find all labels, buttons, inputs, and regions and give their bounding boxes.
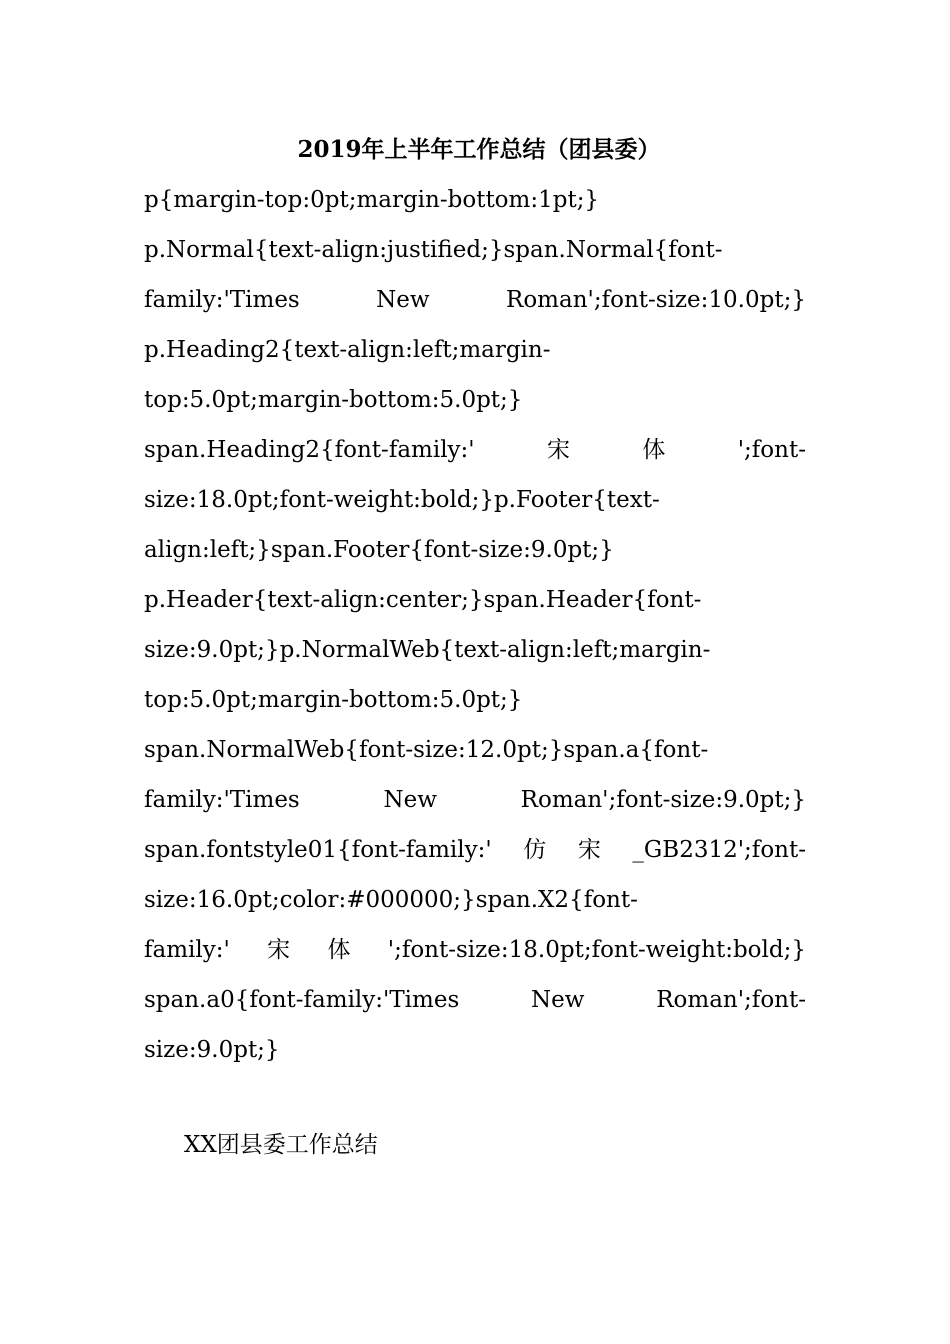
- body-line-segment: New: [383, 787, 437, 813]
- document-body: [144, 175, 806, 1075]
- body-line: [144, 925, 806, 975]
- body-line: [144, 225, 806, 275]
- body-line-segment: Roman';font-size:9.0pt;}: [520, 787, 806, 813]
- body-line-segment: New: [531, 987, 585, 1013]
- body-line: [144, 325, 806, 375]
- body-line: [144, 375, 806, 425]
- body-line-segment: family:'Times: [144, 287, 300, 313]
- body-line: [144, 825, 806, 875]
- body-line: [144, 625, 806, 675]
- body-line-segment: 仿: [523, 837, 547, 863]
- body-line-segment: top:5.0pt;margin-bottom:5.0pt;}: [144, 687, 523, 713]
- body-line: [144, 575, 806, 625]
- body-line-segment: align:left;}span.Footer{font-size:9.0pt;}: [144, 537, 614, 563]
- body-line-segment: size:9.0pt;}p.NormalWeb{text-align:left;margin-: [144, 637, 711, 663]
- body-line: [144, 475, 806, 525]
- body-line: [144, 275, 806, 325]
- body-line-segment: p.Header{text-align:center;}span.Header{font-: [144, 587, 702, 613]
- body-line-segment: family:'Times: [144, 787, 300, 813]
- body-line-segment: Roman';font-size:10.0pt;}: [506, 287, 806, 313]
- body-line-segment: _GB2312';font-: [632, 837, 806, 863]
- body-line-segment: 宋: [267, 937, 291, 963]
- body-line-segment: Roman';font-: [656, 987, 806, 1013]
- body-line-segment: ';font-size:18.0pt;font-weight:bold;}: [387, 937, 806, 963]
- body-line-segment: p.Heading2{text-align:left;margin-: [144, 337, 551, 363]
- body-line-segment: New: [376, 287, 430, 313]
- body-line-segment: 宋: [546, 437, 570, 463]
- body-line-segment: family:': [144, 937, 230, 963]
- body-line-segment: p{margin-top:0pt;margin-bottom:1pt;}: [144, 187, 600, 213]
- body-line-segment: 体: [327, 937, 351, 963]
- body-line-segment: ';font-: [737, 437, 806, 463]
- body-line-segment: span.NormalWeb{font-size:12.0pt;}span.a{font-: [144, 737, 709, 763]
- body-line: [144, 875, 806, 925]
- body-line: [144, 775, 806, 825]
- document-title: 2019年上半年工作总结（团县委）: [297, 136, 661, 163]
- body-line-segment: size:18.0pt;font-weight:bold;}p.Footer{text-: [144, 487, 660, 513]
- body-line: [144, 675, 806, 725]
- body-line-segment: size:9.0pt;}: [144, 1037, 280, 1063]
- body-line-segment: 宋: [577, 837, 601, 863]
- body-line: [144, 425, 806, 475]
- body-line: [144, 1025, 806, 1075]
- body-line: [144, 725, 806, 775]
- body-line: [144, 175, 806, 225]
- body-line-segment: 体: [642, 437, 666, 463]
- body-line-segment: p.Normal{text-align:justified;}span.Normal{font-: [144, 237, 723, 263]
- body-line-segment: span.fontstyle01{font-family:': [144, 837, 492, 863]
- body-line-segment: span.Heading2{font-family:': [144, 437, 475, 463]
- body-line-segment: span.a0{font-family:'Times: [144, 987, 460, 1013]
- body-line-segment: top:5.0pt;margin-bottom:5.0pt;}: [144, 387, 523, 413]
- section-heading: XX团县委工作总结: [184, 1132, 378, 1158]
- body-line: [144, 525, 806, 575]
- body-line-segment: size:16.0pt;color:#000000;}span.X2{font-: [144, 887, 638, 913]
- body-line: [144, 975, 806, 1025]
